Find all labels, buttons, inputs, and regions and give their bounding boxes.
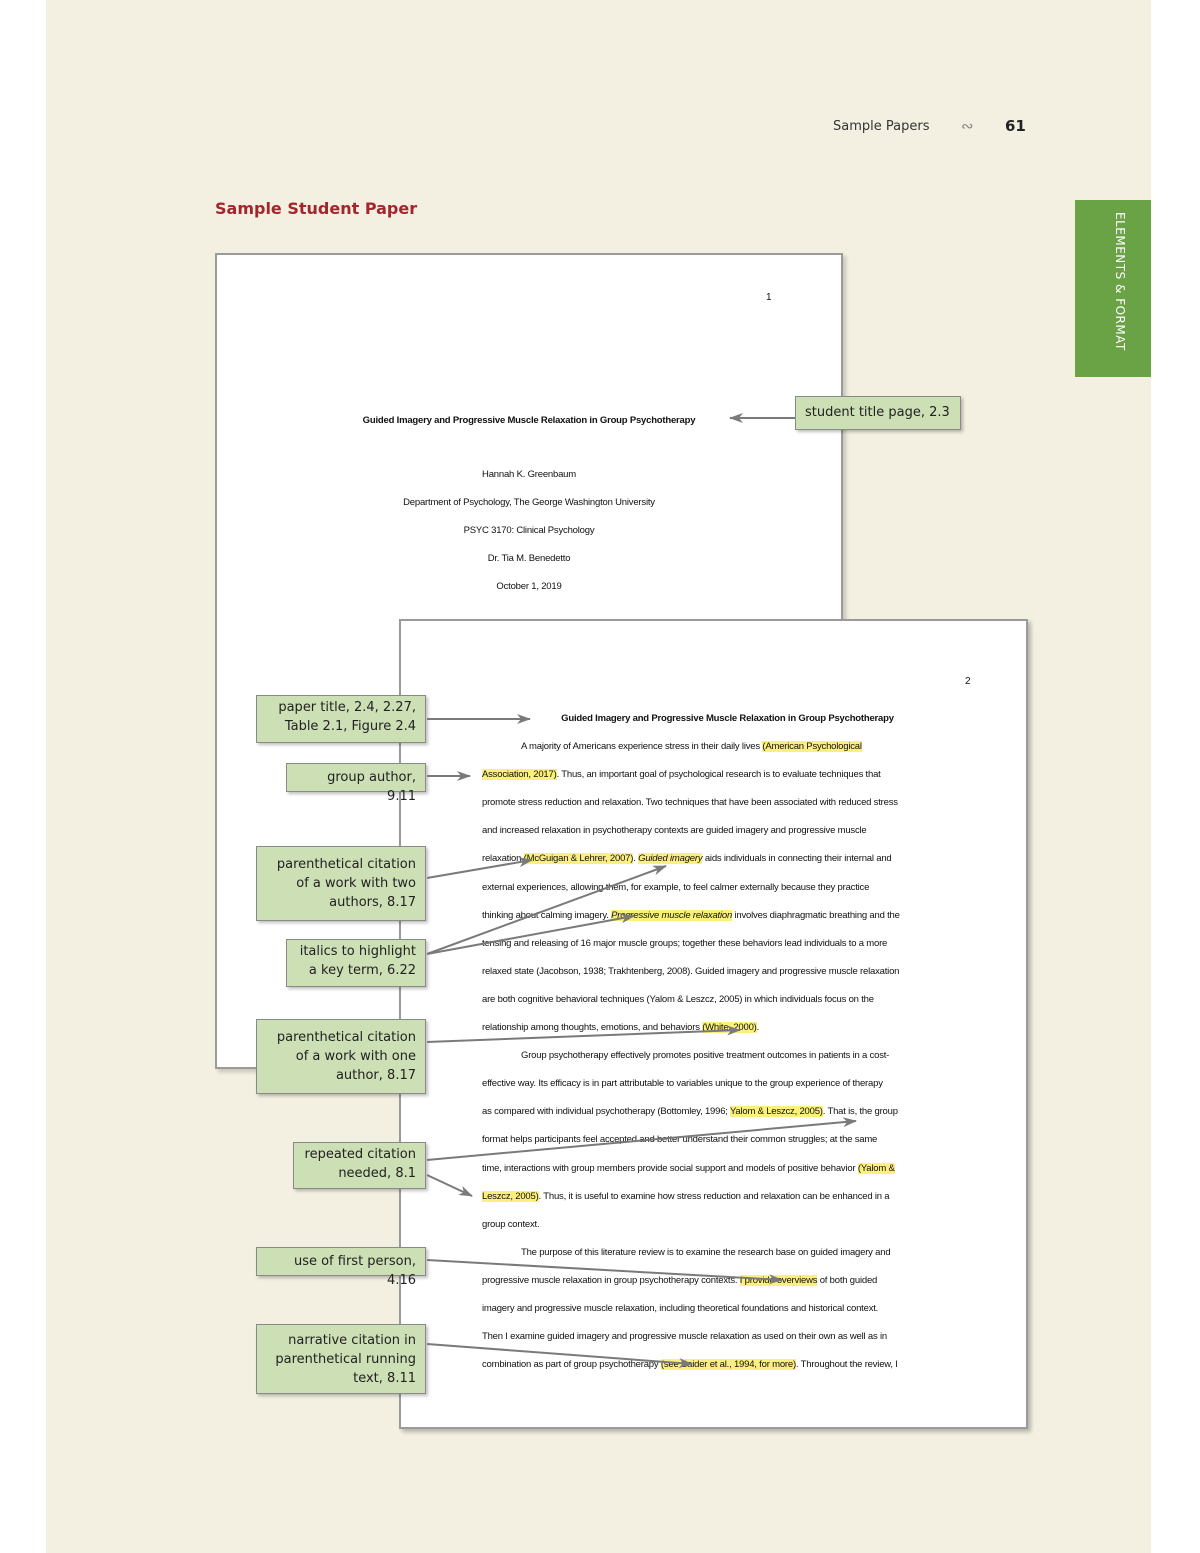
body-text: aids individuals in connecting their internal and [702,853,892,865]
arrow-two-authors [427,860,532,878]
citation-highlight: (McGuigan & Lehrer, 2007) [523,853,634,865]
callout-text: text, 8.11 [353,1371,416,1386]
title-page-course: PSYC 3170: Clinical Psychology [463,525,595,536]
callout-text: a key term, 6.22 [308,963,416,978]
callout-text: of a work with one [295,1049,416,1064]
body-text: of both guided [817,1274,878,1286]
citation-highlight: (see Baider et al., 1994, for more) [660,1359,796,1371]
callout-text: of a work with two [296,876,416,891]
body-text: . That is, the group [822,1106,898,1118]
title-page-title: Guided Imagery and Progressive Muscle Relaxation in Group Psychotherapy [362,415,696,426]
arrow-repeated-1 [427,1121,856,1160]
body-text: . [756,1022,760,1033]
body-text: combination as part of group psychotherapy [482,1359,661,1371]
body-text: The purpose of this literature review is to examine the research base on guided imagery and [521,1246,891,1258]
arrow-one-author [427,1030,740,1042]
body-text: and increased relaxation in psychotherapy contexts are guided imagery and progressive muscle [482,825,867,837]
side-tab-label: ELEMENTS & FORMAT [1113,212,1127,351]
body-text: Then I examine guided imagery and progressive muscle relaxation as used on their own as well as in [482,1331,887,1343]
body-text: . [633,853,639,865]
callout-text: authors, 8.17 [329,895,416,910]
callout-text: author, 8.17 [335,1068,416,1083]
callout-text: italics to highlight [299,944,416,959]
body-text: as compared with individual psychotherapy (Bottomley, 1996; [482,1106,730,1118]
arrow-narrative-citation [427,1344,692,1364]
title-page-author: Hannah K. Greenbaum [482,469,576,480]
body-text: . Throughout the review, I [795,1359,898,1371]
key-term-highlight: Guided imagery [638,853,703,865]
title-page-department: Department of Psychology, The George Washington University [403,497,655,508]
citation-highlight: (Yalom & [857,1162,895,1174]
callout-text: use of first person, 4.16 [293,1254,416,1288]
body-text: relaxation [482,853,524,865]
callout-text: repeated citation [304,1147,416,1162]
title-page-date: October 1, 2019 [496,581,562,592]
callout-text: student title page, 2.3 [805,405,950,420]
body-text: A majority of Americans experience stress in their daily lives [521,741,763,752]
key-term-highlight: Progressive muscle relaxation [611,909,733,921]
callout-text: paper title, 2.4, 2.27, [278,700,416,715]
body-text: relaxed state (Jacobson, 1938; Trakhtenberg, 2008). Guided imagery and progressive muscle relaxation [482,965,900,977]
text-page-title: Guided Imagery and Progressive Muscle Relaxation in Group Psychotherapy [561,713,894,724]
citation-highlight: I provide overviews [739,1274,818,1286]
citation-highlight: Leszcz, 2005) [482,1190,539,1202]
arrow-repeated-2 [427,1175,472,1196]
body-text: time, interactions with group members provide social support and models of positive behavior [482,1162,858,1174]
callout-text: Table 2.1, Figure 2.4 [284,719,416,734]
running-head: Sample Papers [833,119,930,134]
body-text: promote stress reduction and relaxation. Two techniques that have been associated with reduced stress [482,797,898,809]
body-text: imagery and progressive muscle relaxation, including theoretical foundations and historical context. [482,1303,879,1314]
callout-text: needed, 8.1 [338,1166,416,1181]
body-text: tensing and releasing of 16 major muscle groups; together these behaviors lead individuals to a more [482,937,888,949]
body-text: involves diaphragmatic breathing and the [732,909,900,921]
citation-highlight: Association, 2017) [482,769,557,781]
body-text: external experiences, allowing them, for example, to feel calmer externally because they practice [482,881,870,893]
citation-highlight: (American Psychological [762,741,862,752]
citation-highlight: (White, 2000) [702,1022,757,1033]
ornament-icon: ∾ [961,117,974,135]
arrow-first-person [427,1260,782,1280]
arrow-italics-2 [427,916,634,954]
citation-highlight: Yalom & Leszcz, 2005) [729,1106,823,1118]
callout-text: group author, 9.11 [327,770,416,804]
body-text: group context. [482,1218,540,1230]
arrow-italics-1 [427,866,666,954]
body-text: thinking about calming imagery. [482,909,612,921]
book-page-number: 61 [1005,117,1026,135]
callout-text: narrative citation in [288,1333,416,1348]
section-title: Sample Student Paper [215,199,418,218]
body-text: relationship among thoughts, emotions, and behaviors [482,1022,703,1033]
callout-text: parenthetical citation [276,1030,416,1045]
body-text: effective way. Its efficacy is in part attributable to variables unique to the group experience of therapy [482,1078,883,1090]
body-text: . Thus, an important goal of psychological research is to evaluate techniques that [556,769,881,781]
body-text: are both cognitive behavioral techniques (Yalom & Leszcz, 2005) in which individuals focus on the [482,993,874,1005]
title-page-number: 1 [766,292,772,303]
callout-text: parenthetical running [275,1352,416,1367]
body-text: progressive muscle relaxation in group psychotherapy contexts. [482,1274,740,1286]
body-text: format helps participants feel accepted and better understand their common struggles; at the same [482,1134,878,1146]
callout-text: parenthetical citation [276,857,416,872]
body-text: . Thus, it is useful to examine how stress reduction and relaxation can be enhanced in a [538,1190,890,1202]
title-page-instructor: Dr. Tia M. Benedetto [487,553,571,564]
text-page-number: 2 [965,676,971,687]
body-text: Group psychotherapy effectively promotes positive treatment outcomes in patients in a cost- [521,1050,890,1062]
